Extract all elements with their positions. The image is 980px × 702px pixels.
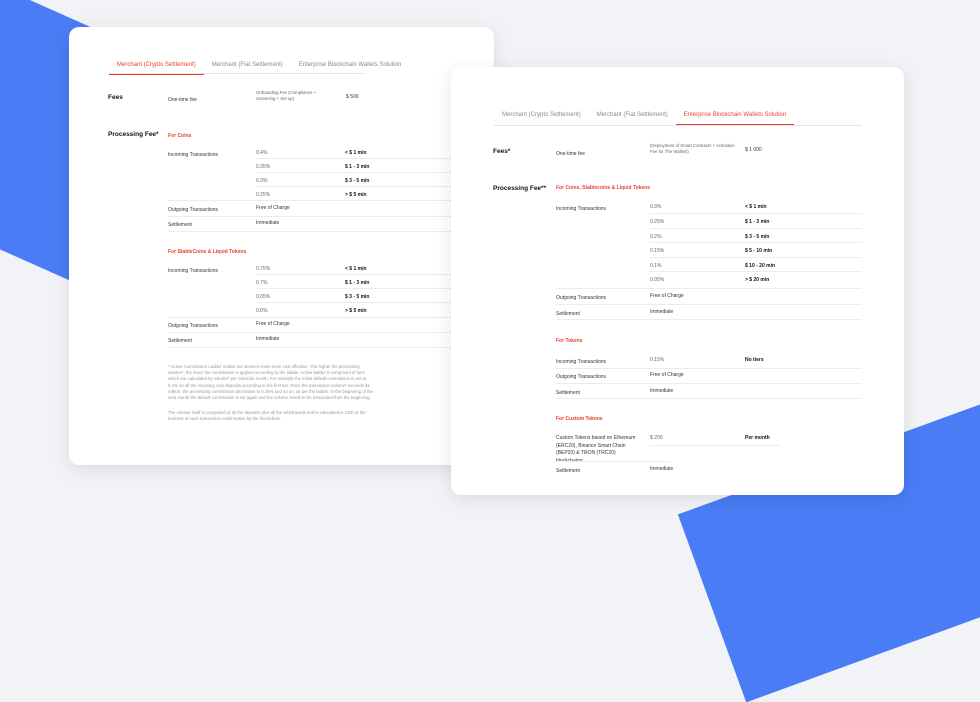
row-divider <box>556 319 862 320</box>
settlement-value: Immediate <box>650 309 674 315</box>
row-divider <box>650 271 862 272</box>
rate-value: 0.35% <box>256 164 271 170</box>
deployment-fee-text: (Deployment of Smart Contracts + Activation Fee for The Wallets) <box>650 143 735 154</box>
rate-value: 0.15% <box>650 248 665 254</box>
for-coins-tokens-heading: For Coins, Stablecoins & Liquid Tokens <box>556 185 651 191</box>
range-value: $ 1 - 3 min <box>345 164 370 170</box>
incoming-transactions-label: Incoming Transactions <box>168 268 219 274</box>
fees-label: Fees <box>108 94 123 101</box>
incoming-transactions-label: Incoming Transactions <box>556 206 607 212</box>
rate-value: 0.75% <box>256 266 271 272</box>
row-divider <box>168 216 494 217</box>
rate-value: 0.15% <box>650 357 665 363</box>
range-value: < $ 1 min <box>345 150 367 156</box>
tab-merchant-crypto[interactable]: Merchant (Crypto Settlement) <box>109 62 204 75</box>
range-value: $ 3 - 5 min <box>745 234 770 240</box>
rate-value: 0.3% <box>256 178 268 184</box>
row-divider <box>168 347 494 348</box>
onboarding-fee-text: Onboarding Fee (Compliance + Screening + Set up) <box>256 90 317 101</box>
range-value: > $ 20 min <box>745 277 770 283</box>
row-divider <box>650 228 862 229</box>
free-of-charge-value: Free of Charge <box>256 205 290 211</box>
outgoing-transactions-label: Outgoing Transactions <box>556 374 607 380</box>
rate-value: 0.25% <box>650 219 665 225</box>
range-value: $ 1 - 3 min <box>345 280 370 286</box>
settlement-value: Immediate <box>256 336 280 342</box>
row-divider <box>556 461 670 462</box>
row-divider <box>168 317 494 318</box>
tab-divider <box>494 125 862 126</box>
incoming-transactions-label: Incoming Transactions <box>556 359 607 365</box>
free-of-charge-value: Free of Charge <box>650 372 684 378</box>
for-custom-tokens-heading: For Custom Tokens <box>556 416 603 422</box>
row-divider <box>168 332 494 333</box>
range-value: $ 1 - 3 min <box>745 219 770 225</box>
range-value: $ 10 - 20 min <box>745 263 776 269</box>
settlement-label: Settlement <box>168 338 192 344</box>
tab-merchant-crypto[interactable]: Merchant (Crypto Settlement) <box>502 112 581 118</box>
row-divider <box>556 368 862 369</box>
no-tiers-value: No tiers <box>745 357 764 363</box>
rate-value: 0.6% <box>256 308 268 314</box>
range-value: < $ 1 min <box>345 266 367 272</box>
incoming-transactions-label: Incoming Transactions <box>168 152 219 158</box>
rate-value: 0.25% <box>256 192 271 198</box>
onboarding-price: $ 500 <box>346 94 359 100</box>
row-divider <box>556 398 862 399</box>
custom-tokens-price: $ 200 <box>650 435 663 441</box>
tab-enterprise-wallets[interactable]: Enterprise Blockchain Wallets Solution <box>298 62 402 68</box>
one-time-fee-label: One-time fee <box>168 97 197 103</box>
rate-value: 0.3% <box>650 204 662 210</box>
range-value: > $ 5 min <box>345 308 367 314</box>
free-of-charge-value: Free of Charge <box>256 321 290 327</box>
for-coins-heading: For Coins <box>168 133 192 139</box>
row-divider <box>556 288 862 289</box>
rate-value: 0.4% <box>256 150 268 156</box>
for-tokens-heading: For Tokens <box>556 338 583 344</box>
free-of-charge-value: Free of Charge <box>650 293 684 299</box>
rate-value: 0.7% <box>256 280 268 286</box>
settlement-label: Settlement <box>556 390 580 396</box>
range-value: < $ 1 min <box>745 204 767 210</box>
for-stablecoins-heading: For StableCoins & Liquid Tokens <box>168 249 247 255</box>
pricing-card-merchant <box>69 27 494 465</box>
rate-value: 0.05% <box>650 277 665 283</box>
settlement-label: Settlement <box>168 222 192 228</box>
settlement-value: Immediate <box>256 220 280 226</box>
fees-label: Fees* <box>493 148 511 155</box>
processing-fee-label: Processing Fee** <box>493 185 547 192</box>
pricing-card-enterprise <box>451 67 904 495</box>
settlement-value: Immediate <box>650 466 674 472</box>
rate-value: 0.1% <box>650 263 662 269</box>
range-value: > $ 5 min <box>345 192 367 198</box>
outgoing-transactions-label: Outgoing Transactions <box>168 323 219 329</box>
tab-divider <box>109 73 365 74</box>
outgoing-transactions-label: Outgoing Transactions <box>556 295 607 301</box>
row-divider <box>650 445 780 446</box>
deployment-price: $ 1 000 <box>745 147 762 153</box>
tab-bar <box>494 112 794 125</box>
one-time-fee-label: One-time fee <box>556 151 585 157</box>
range-value: $ 5 - 10 min <box>745 248 773 254</box>
row-divider <box>168 231 494 232</box>
settlement-label: Settlement <box>556 311 580 317</box>
custom-tokens-description: Custom Tokens based on Ethereum (ERC20), Binance Smart Chain (BEP20) & TRON (TRC20) <box>556 435 636 456</box>
row-divider <box>556 383 862 384</box>
row-divider <box>556 304 862 305</box>
range-value: $ 3 - 5 min <box>345 294 370 300</box>
per-month-value: Per month <box>745 435 770 441</box>
tab-merchant-fiat[interactable]: Merchant (Fiat Settlement) <box>211 62 283 68</box>
settlement-value: Immediate <box>650 388 674 394</box>
rate-value: 0.65% <box>256 294 271 300</box>
row-divider <box>650 213 862 214</box>
tab-enterprise-wallets[interactable]: Enterprise Blockchain Wallets Solution <box>676 112 795 125</box>
processing-fee-label: Processing Fee* <box>108 131 159 138</box>
row-divider <box>650 257 862 258</box>
rate-value: 0.2% <box>650 234 662 240</box>
row-divider <box>650 242 862 243</box>
commission-ladder-note: * Active Commission Ladder makes our services even more cost effective. The higher the processing volume*, the lower the commission is applied according to the ladder. Active ladder is comprised of tiers which are calculated by volume* per calendar month. For example the initial default commission is set at 0.4% on all the incoming coin deposits according to the first tier. Once the transaction volume* exceeds $1 million, the processing commission decreases to 0.35% and so on, as per the ladder. In the beginning of the next month the default commission is set again and the volume needs to be transacted from the beginning. <box>168 364 373 401</box>
row-divider <box>168 200 494 201</box>
range-value: $ 3 - 5 min <box>345 178 370 184</box>
settlement-label: Settlement <box>556 468 580 474</box>
tab-merchant-fiat[interactable]: Merchant (Fiat Settlement) <box>596 112 668 118</box>
outgoing-transactions-label: Outgoing Transactions <box>168 207 219 213</box>
volume-note: The volume itself is comprised of all the deposits plus all the withdrawals and is calculated in USD at the moment of each transaction confirmation by the blockchain. <box>168 410 366 422</box>
